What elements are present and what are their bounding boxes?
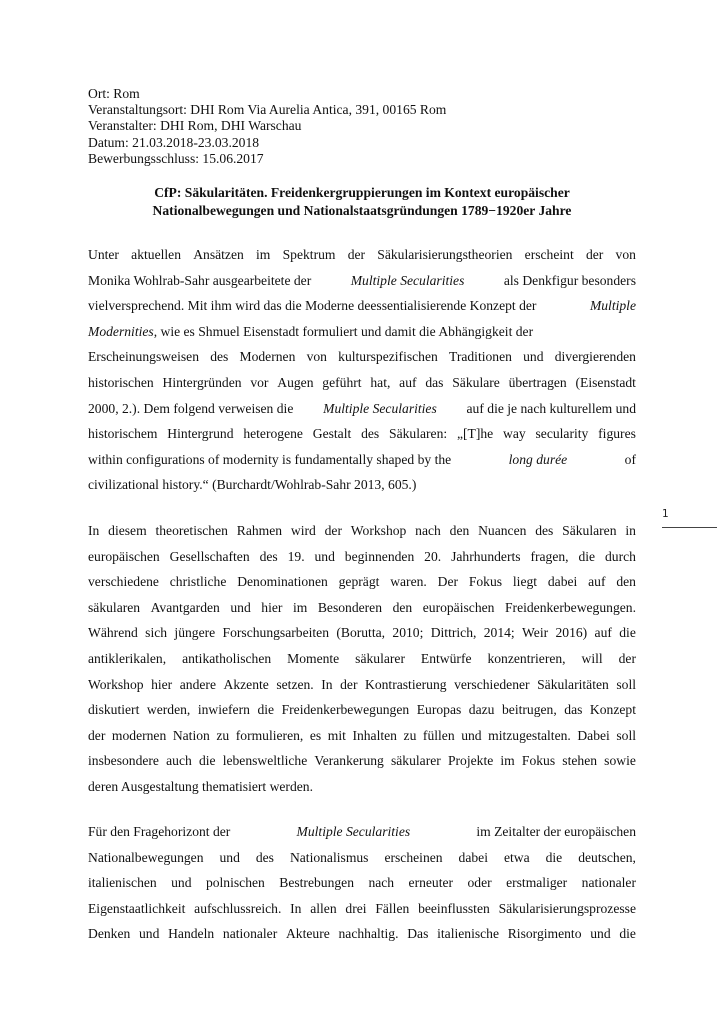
word: und [523, 349, 544, 365]
word: Akzente [223, 676, 269, 692]
word: Handeln [168, 926, 215, 942]
word: beeinflussten [418, 900, 490, 916]
word: antikatholischen [182, 650, 272, 666]
word: auf [588, 574, 606, 590]
word: waren. [390, 574, 427, 590]
word: verschiedene [88, 574, 159, 590]
word: fragen, [530, 548, 569, 564]
word: es [309, 727, 322, 743]
word: Gestalt [312, 426, 352, 442]
word: Europas [416, 702, 462, 718]
word: (Borutta, [336, 625, 386, 641]
p1-line-9 [88, 447, 636, 473]
word: das [425, 374, 444, 390]
p3-l1-text-a: Für den Fragehorizont der [88, 824, 231, 839]
word: In [88, 523, 100, 538]
word: Forschungsarbeiten [222, 625, 329, 641]
word: des [210, 349, 229, 365]
word: Eigenstaatlichkeit [88, 900, 186, 916]
word: Säkularitäten [537, 676, 609, 692]
paragraph-2 [88, 518, 636, 800]
word: christliche [169, 574, 227, 590]
word: Risorgimento [507, 926, 582, 942]
word: historischem [88, 426, 158, 442]
word: kulturspezifischen [338, 349, 438, 365]
word: Projekte [447, 753, 494, 769]
p3-l1-text-b: im Zeitalter der europäischen [476, 824, 636, 839]
word: 2010; [392, 625, 424, 641]
word: italienischen [88, 875, 157, 891]
word: europäischen [88, 548, 160, 564]
p1-l9-text-b: of [624, 451, 636, 467]
word: auch [166, 753, 192, 769]
word: dabei [547, 574, 578, 590]
word: dazu [468, 702, 495, 718]
p3-line-4 [88, 896, 636, 922]
word: deutschen, [578, 849, 636, 865]
p2-line-6 [88, 646, 636, 672]
document-title [88, 184, 636, 220]
word: das [564, 702, 583, 718]
word: Verankerung [314, 753, 384, 769]
word: Besonderen [317, 599, 383, 615]
word: formulieren, [235, 727, 304, 743]
word: und [590, 926, 611, 942]
p1-l4-text-b: , wie es Shmuel Eisenstadt formuliert und damit die Abhängigkeit der [153, 323, 534, 339]
word: und [230, 599, 251, 615]
word: Erscheinungsweisen [88, 349, 199, 365]
p1-line-3 [88, 293, 636, 319]
word: im [292, 599, 308, 615]
word: liegt [512, 574, 538, 590]
p3-line-1 [88, 819, 636, 845]
word: 2016) [555, 625, 588, 641]
word: Dabei [577, 727, 610, 743]
word: im [256, 247, 271, 262]
word: hier [151, 676, 173, 692]
word: nationaler [222, 926, 278, 942]
word: In [321, 676, 333, 692]
p1-l9-italic: long durée [508, 451, 568, 467]
word: beitrugen, [502, 702, 557, 718]
title-line-2: Nationalbewegungen und Nationalstaatsgründungen 1789−1920er Jahre [152, 203, 572, 218]
word: (Eisenstadt [575, 374, 636, 390]
word: säkularer [390, 753, 441, 769]
meta-veranstaltungsort: Veranstaltungsort: DHI Rom Via Aurelia Antica, 391, 00165 Rom [88, 102, 447, 118]
word: Inhalten [352, 727, 397, 743]
word: Momente [287, 650, 340, 666]
word: Konzept [589, 702, 636, 718]
word: drei [345, 900, 367, 916]
word: und [461, 727, 482, 743]
p1-line-6 [88, 370, 636, 396]
word: den [449, 523, 470, 538]
word: Weir [522, 625, 549, 641]
p1-l3-text-a: vielversprechend. Mit ihm wird das die Moderne deessentialisierende Konzept der [88, 298, 537, 314]
word: aufschlussreich. [194, 900, 282, 916]
word: Nationalbewegungen [88, 849, 204, 865]
word: sowie [604, 753, 636, 769]
word: soll [616, 727, 636, 743]
word: Dittrich, [430, 625, 477, 641]
word: auf [399, 374, 417, 390]
word: 2014; [483, 625, 515, 641]
p1-line-1 [88, 242, 636, 268]
word: Nationalismus [289, 849, 369, 865]
word: säkularen [88, 599, 141, 615]
word: Bestrebungen [279, 875, 355, 891]
word: insbesondere [88, 753, 159, 769]
word: europäischen [422, 599, 495, 615]
word: figures [598, 426, 636, 442]
word: von [615, 247, 636, 262]
word: verschiedener [454, 676, 530, 692]
word: beginnenden [344, 548, 415, 564]
p1-line-4 [88, 319, 636, 345]
word: oder [467, 875, 492, 891]
word: füllen [422, 727, 455, 743]
word: nationaler [581, 875, 636, 891]
p2-line-5 [88, 620, 636, 646]
word: Ansätzen [193, 247, 244, 262]
word: des [535, 523, 554, 538]
word: der [324, 523, 342, 538]
word: Der [437, 574, 459, 590]
word: mit [327, 727, 346, 743]
word: von [306, 349, 327, 365]
word: secularity [535, 426, 589, 442]
word: der [88, 727, 106, 743]
word: Denominationen [237, 574, 328, 590]
word: andere [179, 676, 216, 692]
word: allen [310, 900, 337, 916]
word: des [361, 426, 380, 442]
word: heterogene [243, 426, 303, 442]
p3-l1-italic: Multiple Secularities [296, 824, 411, 839]
p1-line-5 [88, 344, 636, 370]
event-metadata [88, 86, 446, 167]
word: der [618, 650, 636, 666]
p1-l2-text-a: Monika Wohlrab-Sahr ausgearbeitete der [88, 272, 312, 288]
meta-datum: Datum: 21.03.2018-23.03.2018 [88, 134, 260, 150]
word: inwiefern [197, 702, 250, 718]
word: geprägt [338, 574, 380, 590]
p1-l9-text-a: within configurations of modernity is fundamentally shaped by the [88, 451, 452, 467]
word: 19. [287, 548, 305, 564]
p2-line-9 [88, 723, 636, 749]
word: Säkularisierungstheorien [377, 247, 513, 262]
word: Kontrastierung [365, 676, 447, 692]
word: Unter [88, 247, 119, 262]
meta-veranstalter: Veranstalter: DHI Rom, DHI Warschau [88, 118, 302, 134]
p1-l2-text-b: als Denkfigur besonders [503, 272, 636, 288]
word: italienische [437, 926, 500, 942]
p1-l4-group [88, 319, 533, 345]
word: konzentrieren, [487, 650, 566, 666]
word: die [257, 702, 275, 718]
p1-l2-italic: Multiple Secularities [350, 272, 465, 288]
p3-line-3 [88, 870, 636, 896]
word: 20. [424, 548, 442, 564]
word: erneuter [408, 875, 454, 891]
word: den [392, 599, 413, 615]
p1-line-2 [88, 268, 636, 294]
page-number-rule [662, 527, 717, 528]
word: die [578, 548, 596, 564]
word: und [139, 926, 160, 942]
p2-line-3 [88, 569, 636, 595]
word: Denken [88, 926, 131, 942]
word: Gesellschaften [169, 548, 250, 564]
word: Fokus [521, 753, 556, 769]
word: und [314, 548, 335, 564]
word: Säkularen [562, 523, 617, 538]
word: stehen [562, 753, 598, 769]
p2-line-10 [88, 748, 636, 774]
word: in [625, 523, 636, 538]
word: Modernen [239, 349, 296, 365]
word: werden, [146, 702, 191, 718]
p2-line-1 [88, 518, 636, 544]
word: Säkularisierungsprozesse [498, 900, 636, 916]
word: säkularer [355, 650, 405, 666]
word: die [545, 849, 563, 865]
word: Rahmen [236, 523, 283, 538]
word: Säkularen: [389, 426, 448, 442]
paragraph-1 [88, 242, 636, 498]
word: vor [250, 374, 269, 390]
p2-line-8 [88, 697, 636, 723]
word: des [259, 548, 278, 564]
p2-line-4 [88, 595, 636, 621]
p1-line-7 [88, 396, 636, 422]
word: hier [261, 599, 283, 615]
word: der [340, 676, 358, 692]
word: im [500, 753, 515, 769]
word: Akteure [285, 926, 330, 942]
p1-line-8 [88, 421, 636, 447]
word: Nation [172, 727, 210, 743]
word: und [219, 849, 240, 865]
word: Spektrum [282, 247, 336, 262]
word: nach [415, 523, 441, 538]
word: modernen [111, 727, 167, 743]
word: Workshop [350, 523, 407, 538]
word: mitzugestalten. [488, 727, 571, 743]
word: Freidenkerbewegungen. [504, 599, 636, 615]
word: zu [216, 727, 230, 743]
word: die [619, 926, 636, 942]
word: zu [403, 727, 417, 743]
word: Avantgarden [150, 599, 220, 615]
word: aktuellen [131, 247, 181, 262]
word: Während [88, 625, 138, 641]
word: wird [290, 523, 316, 538]
p1-l7-text-b: auf die je nach kulturellem und [466, 400, 636, 416]
title-line-1: CfP: Säkularitäten. Freidenkergruppierungen im Kontext europäischer [154, 185, 570, 200]
word: dabei [458, 849, 488, 865]
word: Entwürfe [420, 650, 472, 666]
word: way [503, 426, 526, 442]
word: Workshop [88, 676, 144, 692]
word: den [616, 574, 636, 590]
word: etwa [503, 849, 530, 865]
word: und [171, 875, 192, 891]
word: „[T]he [456, 426, 494, 442]
word: Traditionen [449, 349, 512, 365]
p3-line-2 [88, 845, 636, 871]
word: antiklerikalen, [88, 650, 167, 666]
word: lebensweltliche [222, 753, 308, 769]
word: Säkulare [452, 374, 500, 390]
word: sich [145, 625, 168, 641]
p1-l3-italic: Multiple [589, 298, 636, 314]
word: polnischen [205, 875, 265, 891]
word: hat, [370, 374, 391, 390]
p2-line-7 [88, 672, 636, 698]
p1-l4-italic: Modernities [88, 323, 154, 339]
p2-line-11: deren Ausgestaltung thematisiert werden. [88, 778, 313, 794]
word: nach [368, 875, 395, 891]
word: der [347, 247, 366, 262]
word: Jahrhunderts [451, 548, 521, 564]
word: Nuancen [478, 523, 527, 538]
word: erscheint [524, 247, 574, 262]
word: Hintergrund [167, 426, 234, 442]
word: erstmaliger [506, 875, 568, 891]
word: der [585, 247, 604, 262]
p1-l7-italic: Multiple Secularities [323, 400, 437, 416]
word: auf [594, 625, 612, 641]
meta-bewerbungsschluss: Bewerbungsschluss: 15.06.2017 [88, 150, 264, 166]
p1-line-10: civilizational history.“ (Burchardt/Wohlrab-Sahr 2013, 605.) [88, 477, 417, 493]
word: will [581, 650, 603, 666]
word: jüngere [174, 625, 216, 641]
word: Das [407, 926, 429, 942]
word: Fällen [375, 900, 410, 916]
word: divergierenden [554, 349, 636, 365]
word: übertragen [508, 374, 567, 390]
p2-line-2 [88, 544, 636, 570]
word: Augen [277, 374, 314, 390]
word: Hintergründen [162, 374, 242, 390]
meta-ort: Ort: Rom [88, 86, 140, 101]
word: durch [605, 548, 636, 564]
word: soll [616, 676, 636, 692]
word: geführt [322, 374, 362, 390]
word: setzen. [276, 676, 314, 692]
word: diskutiert [88, 702, 140, 718]
word: diesem [108, 523, 147, 538]
word: die [198, 753, 216, 769]
p1-l7-text-a: 2000, 2.). Dem folgend verweisen die [88, 400, 294, 416]
word: erscheinen [384, 849, 443, 865]
page-number: 1 [662, 508, 669, 520]
paragraph-3 [88, 819, 636, 947]
word: theoretischen [155, 523, 228, 538]
word: nachhaltig. [338, 926, 399, 942]
p3-line-5 [88, 921, 636, 947]
word: In [290, 900, 302, 916]
word: Freidenkerbewegungen [281, 702, 410, 718]
word: historischen [88, 374, 154, 390]
word: Fokus [468, 574, 503, 590]
word: des [255, 849, 274, 865]
word: die [619, 625, 636, 641]
